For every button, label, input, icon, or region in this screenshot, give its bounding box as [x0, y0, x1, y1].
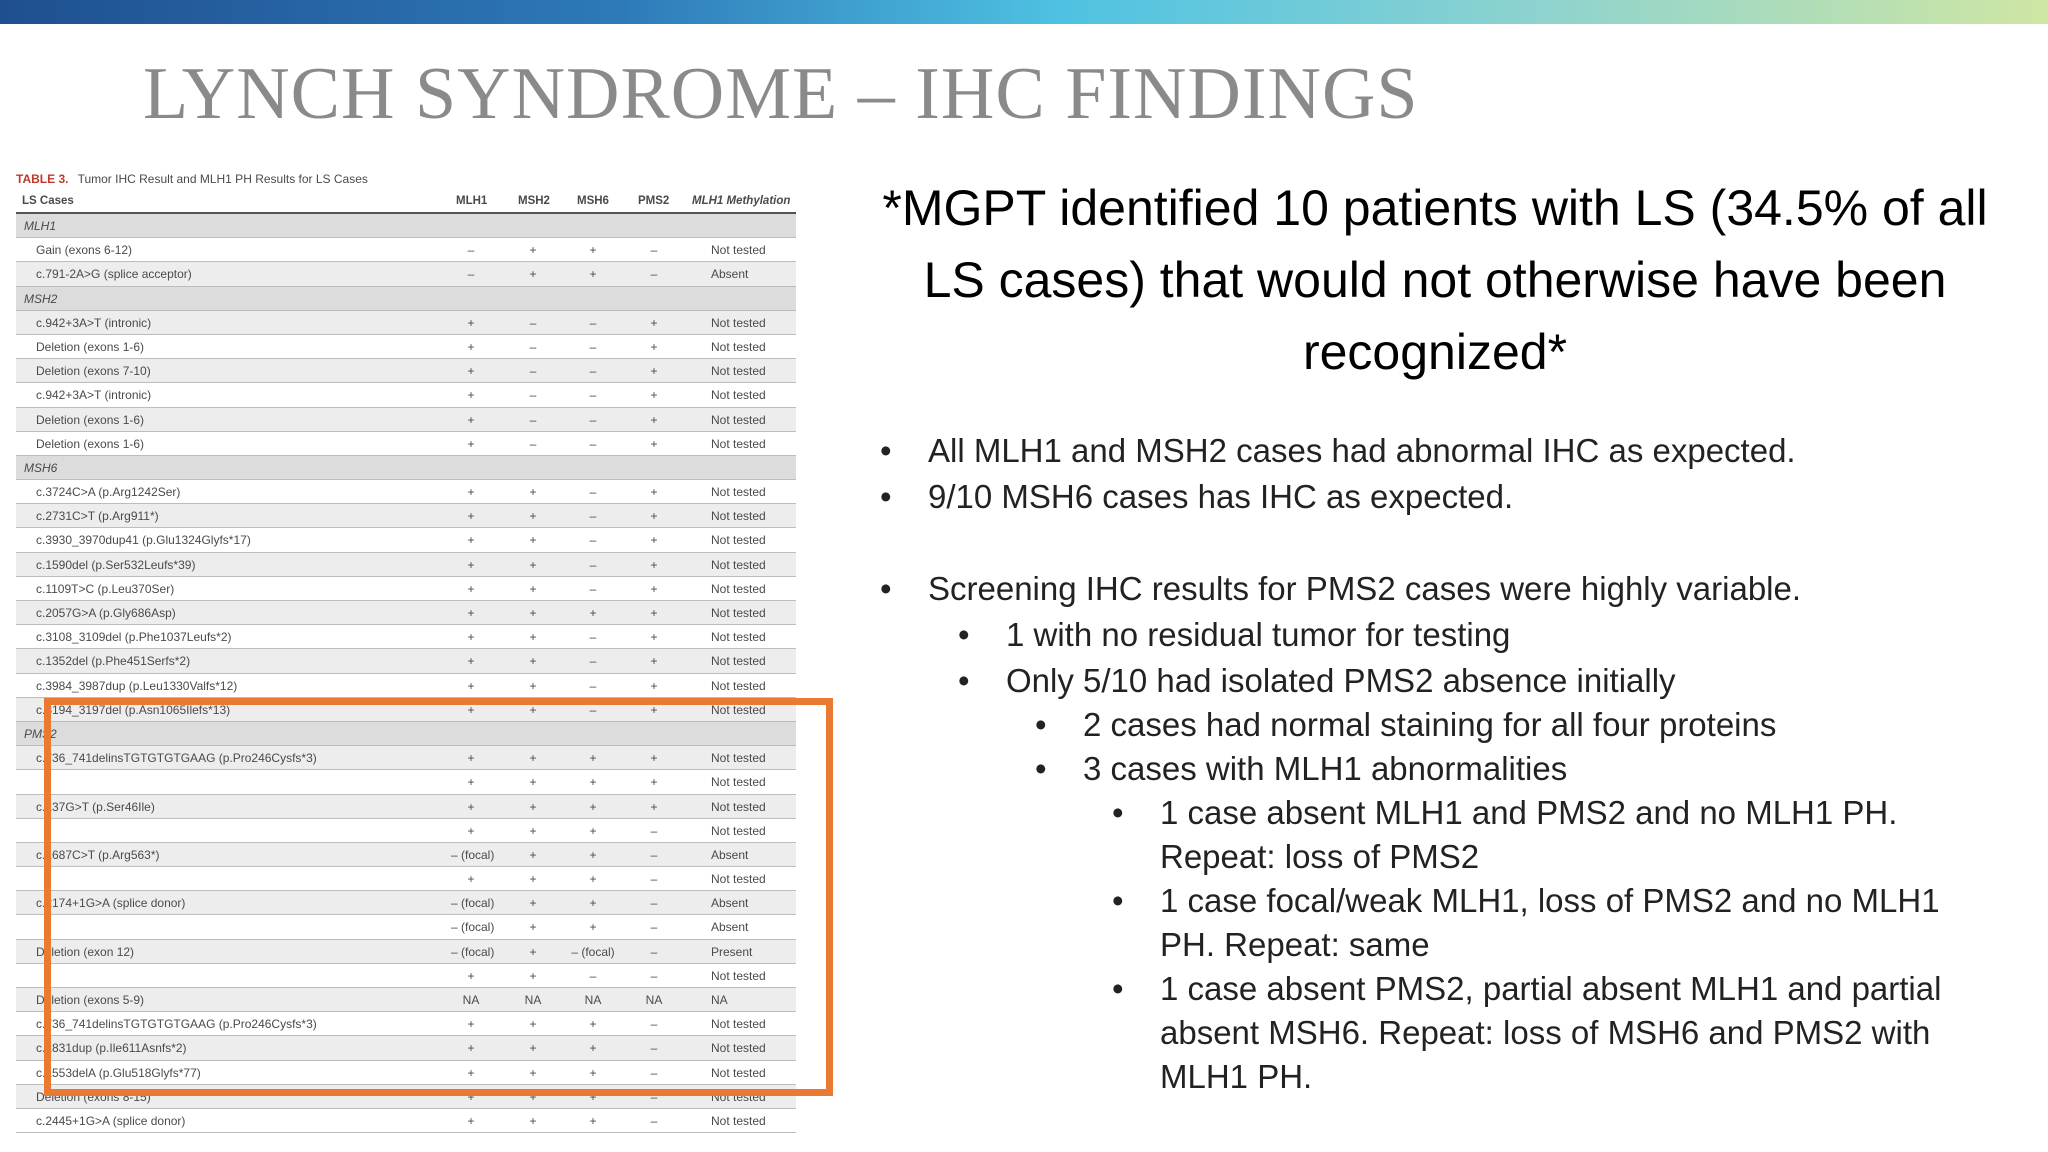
cell-msh6: – [589, 509, 597, 524]
cell-pms2: – [650, 920, 658, 935]
cell-methylation: Not tested [711, 799, 766, 814]
table-row [16, 1109, 796, 1133]
cell-methylation: Not tested [711, 436, 766, 451]
cell-methylation: Not tested [711, 557, 766, 572]
cell-pms2: + [650, 751, 658, 766]
cell-msh6: – [589, 436, 597, 451]
cell-case: c.3724C>A (p.Arg1242Ser) [36, 485, 181, 500]
cell-mlh1: + [467, 509, 475, 524]
cell-mlh1: + [467, 557, 475, 572]
cell-methylation: Not tested [711, 243, 766, 258]
cell-msh6: + [589, 920, 597, 935]
cell-msh2: – [529, 388, 537, 403]
cell-case: c.736_741delinsTGTGTGTGAAG (p.Pro246Cysfs*3) [36, 751, 317, 766]
cell-case: Deletion (exons 1-6) [36, 412, 145, 427]
cell-msh2: + [529, 799, 537, 814]
table-group-row [16, 287, 796, 311]
cell-msh2: + [529, 267, 537, 282]
cell-mlh1: + [467, 751, 475, 766]
sub-bullet-item: • Only 5/10 had isolated PMS2 absence initially [958, 662, 1676, 699]
cell-msh2: – [529, 315, 537, 330]
cell-msh2: + [529, 533, 537, 548]
table-row [16, 480, 796, 504]
cell-msh6: + [589, 872, 597, 887]
cell-pms2: + [650, 436, 658, 451]
cell-mlh1: + [467, 823, 475, 838]
cell-pms2: – [650, 847, 658, 862]
cell-msh6: – [589, 557, 597, 572]
cell-case: Deletion (exons 1-6) [36, 436, 145, 451]
cell-mlh1: + [467, 872, 475, 887]
cell-methylation: Not tested [711, 630, 766, 645]
cell-pms2: – [650, 243, 658, 258]
bullet-text: 2 cases had normal staining for all four proteins [1083, 706, 1777, 743]
cell-msh2: + [529, 1113, 537, 1128]
level4-bullet-item: • 1 case absent PMS2, partial absent MLH1 and partial [1112, 970, 1942, 1007]
cell-msh2: – [529, 364, 537, 379]
cell-pms2: – [650, 968, 658, 983]
cell-mlh1: + [467, 485, 475, 500]
cell-case: c.1352del (p.Phe451Serfs*2) [36, 654, 191, 669]
cell-case: c.736_741delinsTGTGTGTGAAG (p.Pro246Cysfs*3) [36, 1017, 317, 1032]
cell-pms2: – [650, 267, 658, 282]
cell-mlh1: – (focal) [451, 920, 495, 935]
header-pms2: PMS2 [638, 195, 670, 207]
cell-pms2: – [650, 896, 658, 911]
cell-methylation: Not tested [711, 315, 766, 330]
cell-mlh1: + [467, 1017, 475, 1032]
cell-msh6: + [589, 775, 597, 790]
cell-case: c.3194_3197del (p.Asn1065Ilefs*13) [36, 702, 231, 717]
cell-pms2: + [650, 799, 658, 814]
cell-mlh1: + [467, 388, 475, 403]
table-row [16, 625, 796, 649]
cell-pms2: + [650, 557, 658, 572]
cell-methylation: Not tested [711, 1017, 766, 1032]
cell-case: c.2731C>T (p.Arg911*) [36, 509, 159, 524]
cell-case: Gain (exons 6-12) [36, 243, 133, 258]
cell-msh6: + [589, 1089, 597, 1104]
bullet-text: 1 case absent PMS2, partial absent MLH1 and partial [1160, 970, 1942, 1007]
table-row [16, 504, 796, 528]
table-group-row [16, 456, 796, 480]
cell-msh2: – [529, 339, 537, 354]
cell-methylation: Not tested [711, 388, 766, 403]
cell-case: Deletion (exons 5-9) [36, 993, 145, 1007]
cell-msh6: – [589, 678, 597, 693]
cell-case: Deletion (exons 7-10) [36, 364, 151, 379]
cell-pms2: NA [645, 993, 663, 1007]
level4-bullet-continuation [1132, 926, 1430, 964]
cell-msh6: + [589, 799, 597, 814]
table-row [16, 335, 796, 359]
cell-case: Deletion (exon 12) [36, 944, 135, 959]
table-header [16, 192, 796, 214]
cell-msh2: + [529, 509, 537, 524]
cell-msh6: – [589, 388, 597, 403]
table-row [16, 553, 796, 577]
cell-pms2: + [650, 533, 658, 548]
cell-msh6: – [589, 364, 597, 379]
table-row [16, 601, 796, 625]
cell-mlh1: + [467, 654, 475, 669]
cell-msh6: + [589, 606, 597, 620]
bullet-text: 3 cases with MLH1 abnormalities [1083, 750, 1568, 787]
cell-mlh1: – [467, 267, 475, 282]
cell-pms2: – [650, 1089, 658, 1104]
cell-case: c.791-2A>G (splice acceptor) [36, 267, 192, 282]
cell-msh2: NA [524, 993, 542, 1007]
level4-bullet-item: • 1 case focal/weak MLH1, loss of PMS2 and no MLH1 [1112, 882, 1940, 919]
cell-msh6: + [589, 751, 597, 766]
cell-msh6: + [589, 1017, 597, 1032]
cell-pms2: + [650, 509, 658, 524]
cell-mlh1: + [467, 702, 475, 717]
cell-case: c.1687C>T (p.Arg563*) [36, 847, 160, 862]
cell-pms2: + [650, 678, 658, 693]
cell-case: c.3930_3970dup41 (p.Glu1324Glyfs*17) [36, 533, 251, 548]
cell-case: c.3984_3987dup (p.Leu1330Valfs*12) [36, 678, 238, 693]
cell-msh2: + [529, 581, 537, 596]
cell-case: c.942+3A>T (intronic) [36, 388, 152, 403]
cell-msh2: + [529, 678, 537, 693]
header-ls-cases: LS Cases [22, 195, 74, 207]
cell-mlh1: + [467, 630, 475, 645]
table-row [16, 674, 796, 698]
cell-msh6: – (focal) [571, 944, 615, 959]
cell-msh6: – [589, 581, 597, 596]
pms2-highlight-box [44, 698, 833, 1096]
cell-methylation: Not tested [711, 485, 766, 500]
cell-msh2: + [529, 872, 537, 887]
cell-methylation: Not tested [711, 1065, 766, 1080]
cell-mlh1: + [467, 678, 475, 693]
cell-mlh1: + [467, 799, 475, 814]
cell-case: PMS2 [24, 726, 57, 741]
headline: *MGPT identified 10 patients with LS (34.5% of all LS cases) that would not otherwise have been recognized* [882, 180, 1988, 380]
cell-msh6: + [589, 243, 597, 258]
cell-methylation: Not tested [711, 412, 766, 427]
cell-methylation: Not tested [711, 1041, 766, 1056]
cell-methylation: Not tested [711, 872, 766, 887]
cell-mlh1: + [467, 1089, 475, 1104]
table-caption [16, 172, 368, 186]
table-row [16, 262, 796, 286]
cell-mlh1: + [467, 533, 475, 548]
table-row [16, 577, 796, 601]
cell-msh6: – [589, 339, 597, 354]
cell-methylation: Not tested [711, 775, 766, 790]
table-row [16, 311, 796, 335]
cell-mlh1: + [467, 775, 475, 790]
cell-msh6: – [589, 485, 597, 500]
cell-pms2: + [650, 606, 658, 620]
sub-sub-bullet-item: • 2 cases had normal staining for all four proteins [1035, 706, 1777, 743]
cell-msh6: + [589, 1041, 597, 1056]
table-caption-label: TABLE 3. [16, 172, 69, 186]
cell-pms2: + [650, 702, 658, 717]
cell-mlh1: – (focal) [451, 896, 495, 911]
bullet-text: 1 case absent MLH1 and PMS2 and no MLH1 PH. [1160, 794, 1898, 831]
cell-methylation: Not tested [711, 364, 766, 379]
cell-mlh1: + [467, 436, 475, 451]
cell-methylation: Absent [711, 896, 749, 911]
table-group-row [16, 214, 796, 238]
cell-methylation: Present [711, 944, 753, 959]
bullet-text: 9/10 MSH6 cases has IHC as expected. [928, 478, 1514, 515]
cell-msh2: + [529, 485, 537, 500]
cell-pms2: – [650, 823, 658, 838]
cell-msh6: NA [584, 993, 602, 1007]
cell-msh2: + [529, 920, 537, 935]
level4-bullet-item: • 1 case absent MLH1 and PMS2 and no MLH1 PH. [1112, 794, 1898, 831]
bullet-text: 1 case focal/weak MLH1, loss of PMS2 and no MLH1 [1160, 882, 1940, 919]
cell-methylation: Absent [711, 847, 749, 862]
cell-mlh1: + [467, 412, 475, 427]
cell-msh6: – [589, 702, 597, 717]
bullet-text: PH. Repeat: same [1160, 926, 1430, 963]
cell-methylation: Not tested [711, 1089, 766, 1104]
header-mlh1: MLH1 [456, 195, 488, 207]
cell-msh2: + [529, 630, 537, 645]
cell-msh2: + [529, 775, 537, 790]
cell-case: Deletion (exons 1-6) [36, 339, 145, 354]
cell-msh2: + [529, 1017, 537, 1032]
cell-msh6: + [589, 847, 597, 862]
cell-methylation: Absent [711, 920, 749, 935]
cell-msh6: – [589, 654, 597, 669]
cell-msh2: + [529, 243, 537, 258]
cell-mlh1: + [467, 339, 475, 354]
cell-methylation: Not tested [711, 678, 766, 693]
cell-methylation: Not tested [711, 968, 766, 983]
cell-pms2: + [650, 485, 658, 500]
cell-msh6: + [589, 1113, 597, 1128]
table-row [16, 649, 796, 673]
cell-pms2: – [650, 944, 658, 959]
bullet-text: Screening IHC results for PMS2 cases were highly variable. [928, 570, 1802, 607]
cell-msh2: – [529, 436, 537, 451]
table-caption-text: Tumor IHC Result and MLH1 PH Results for LS Cases [77, 172, 368, 186]
bullet-item: • All MLH1 and MSH2 cases had abnormal IHC as expected. [880, 432, 1796, 469]
cell-msh2: + [529, 751, 537, 766]
cell-case: c.137G>T (p.Ser46Ile) [36, 799, 155, 814]
cell-msh6: + [589, 896, 597, 911]
table-row [16, 432, 796, 456]
header-msh6: MSH6 [577, 195, 609, 207]
header-gradient-bar [0, 0, 2048, 24]
cell-mlh1: + [467, 364, 475, 379]
cell-msh2: + [529, 1089, 537, 1104]
cell-methylation: NA [711, 993, 728, 1007]
cell-pms2: + [650, 775, 658, 790]
cell-methylation: Not tested [711, 654, 766, 669]
level4-bullet-continuation [1132, 1058, 1312, 1096]
cell-pms2: + [650, 315, 658, 330]
cell-mlh1: + [467, 581, 475, 596]
cell-msh6: + [589, 267, 597, 282]
cell-pms2: + [650, 630, 658, 645]
cell-msh2: + [529, 654, 537, 669]
cell-msh2: + [529, 896, 537, 911]
cell-methylation: Not tested [711, 702, 766, 717]
cell-mlh1: + [467, 606, 475, 620]
bullet-text: absent MSH6. Repeat: loss of MSH6 and PMS2 with [1160, 1014, 1931, 1051]
cell-mlh1: – (focal) [451, 847, 495, 862]
cell-pms2: – [650, 1065, 658, 1080]
cell-msh2: + [529, 606, 537, 620]
cell-mlh1: + [467, 1041, 475, 1056]
cell-case: Deletion (exons 8-15) [36, 1089, 151, 1104]
cell-methylation: Not tested [711, 606, 766, 620]
cell-case: c.2057G>A (p.Gly686Asp) [36, 606, 176, 620]
cell-msh2: + [529, 1041, 537, 1056]
cell-case: MLH1 [24, 219, 57, 233]
cell-msh2: – [529, 412, 537, 427]
bullet-text: Repeat: loss of PMS2 [1160, 838, 1480, 875]
table-row [16, 528, 796, 552]
bullet-text: MLH1 PH. [1160, 1058, 1313, 1095]
cell-methylation: Not tested [711, 509, 766, 524]
slide-title: LYNCH SYNDROME – IHC FINDINGS [143, 53, 1419, 135]
level4-bullet-continuation [1132, 1014, 1930, 1052]
level4-bullet-continuation [1132, 838, 1479, 876]
cell-msh6: + [589, 823, 597, 838]
cell-pms2: – [650, 1041, 658, 1056]
cell-case: c.1831dup (p.Ile611Asnfs*2) [36, 1041, 187, 1056]
cell-mlh1: – [467, 243, 475, 258]
cell-pms2: + [650, 339, 658, 354]
bullet-text: 1 with no residual tumor for testing [1006, 616, 1511, 653]
cell-msh6: – [589, 630, 597, 645]
cell-mlh1: + [467, 1113, 475, 1128]
sub-bullet-item: • 1 with no residual tumor for testing [958, 616, 1511, 653]
cell-pms2: – [650, 872, 658, 887]
table-row [16, 408, 796, 432]
cell-case: MSH2 [24, 291, 58, 306]
cell-msh2: + [529, 847, 537, 862]
cell-case: c.1109T>C (p.Leu370Ser) [36, 581, 175, 596]
cell-case: c.942+3A>T (intronic) [36, 315, 152, 330]
header-msh2: MSH2 [518, 195, 550, 207]
cell-case: c.1553delA (p.Glu518Glyfs*77) [36, 1065, 201, 1080]
cell-msh2: + [529, 557, 537, 572]
cell-msh6: + [589, 1065, 597, 1080]
cell-msh6: – [589, 968, 597, 983]
cell-msh2: + [529, 702, 537, 717]
cell-msh6: – [589, 412, 597, 427]
cell-pms2: – [650, 1113, 658, 1128]
cell-mlh1: + [467, 1065, 475, 1080]
cell-msh6: – [589, 315, 597, 330]
cell-msh2: + [529, 1065, 537, 1080]
cell-pms2: + [650, 654, 658, 669]
cell-methylation: Not tested [711, 823, 766, 838]
cell-pms2: + [650, 581, 658, 596]
bullet-text: All MLH1 and MSH2 cases had abnormal IHC as expected. [928, 432, 1796, 469]
cell-methylation: Not tested [711, 533, 766, 548]
cell-mlh1: + [467, 968, 475, 983]
cell-msh6: – [589, 533, 597, 548]
cell-msh2: + [529, 823, 537, 838]
cell-pms2: – [650, 1017, 658, 1032]
table-row [16, 359, 796, 383]
bullet-text: Only 5/10 had isolated PMS2 absence initially [1006, 662, 1676, 699]
cell-mlh1: NA [462, 993, 480, 1007]
bullet-item: • 9/10 MSH6 cases has IHC as expected. [880, 478, 1514, 515]
cell-case: c.1590del (p.Ser532Leufs*39) [36, 557, 196, 572]
cell-mlh1: + [467, 315, 475, 330]
cell-methylation: Not tested [711, 751, 766, 766]
header-mlh1-methylation: MLH1 Methylation [692, 195, 791, 207]
table-row [16, 383, 796, 407]
cell-msh2: + [529, 968, 537, 983]
sub-sub-bullet-item: • 3 cases with MLH1 abnormalities [1035, 750, 1568, 787]
cell-mlh1: – (focal) [451, 944, 495, 959]
bullet-item: • Screening IHC results for PMS2 cases were highly variable. [880, 570, 1802, 607]
cell-case: c.2174+1G>A (splice donor) [36, 896, 186, 911]
cell-methylation: Not tested [711, 1113, 766, 1128]
cell-methylation: Not tested [711, 581, 766, 596]
cell-pms2: + [650, 388, 658, 403]
cell-msh2: + [529, 944, 537, 959]
cell-pms2: + [650, 364, 658, 379]
cell-case: c.3108_3109del (p.Phe1037Leufs*2) [36, 630, 232, 645]
table-row [16, 238, 796, 262]
cell-methylation: Absent [711, 267, 749, 282]
cell-methylation: Not tested [711, 339, 766, 354]
cell-case: MSH6 [24, 460, 58, 475]
cell-pms2: + [650, 412, 658, 427]
cell-case: c.2445+1G>A (splice donor) [36, 1113, 186, 1128]
